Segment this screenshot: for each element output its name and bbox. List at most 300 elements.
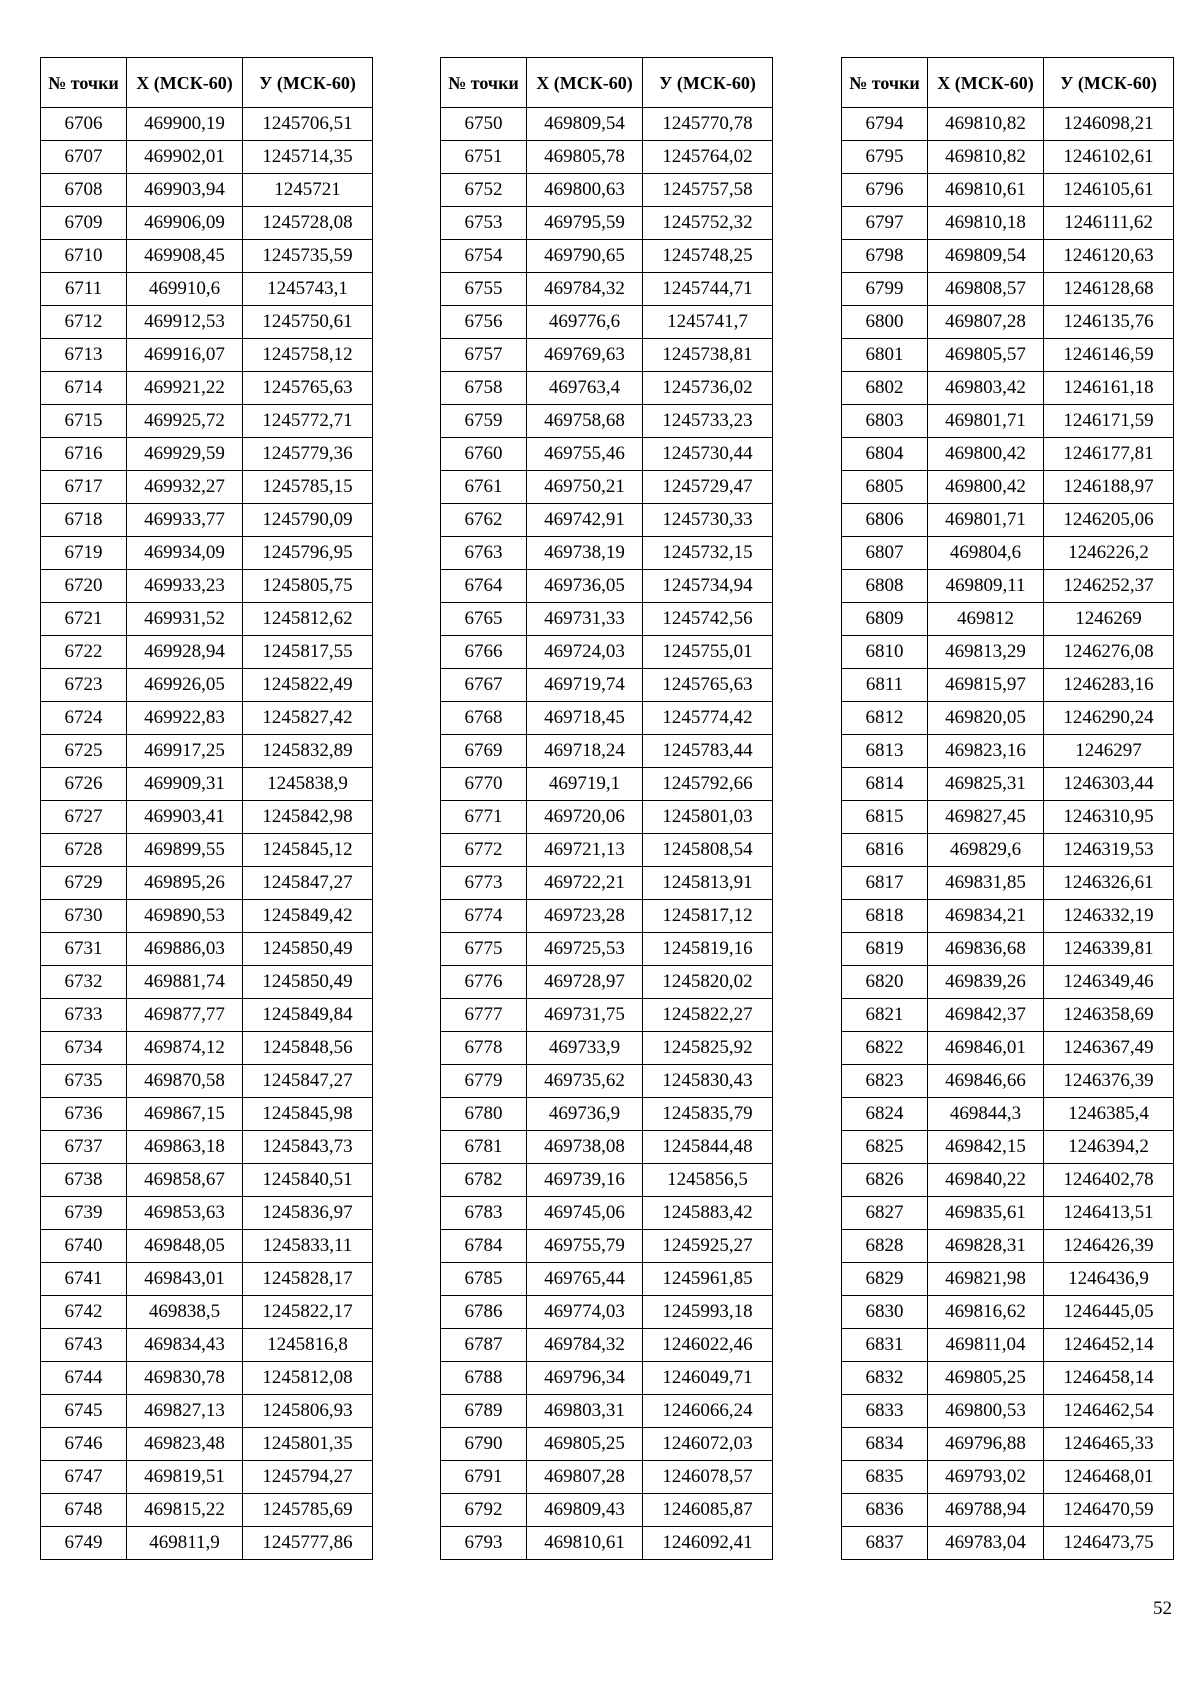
cell-point-number: 6760 [441, 438, 527, 471]
table-row [441, 141, 773, 174]
table-row [842, 1230, 1174, 1263]
cell-point-number: 6730 [41, 900, 127, 933]
cell-y-coordinate: 1246310,95 [1044, 801, 1174, 834]
cell-y-coordinate: 1246171,59 [1044, 405, 1174, 438]
cell-y-coordinate: 1246445,05 [1044, 1296, 1174, 1329]
cell-y-coordinate: 1245796,95 [243, 537, 373, 570]
cell-x-coordinate: 469784,32 [527, 273, 643, 306]
table-row [41, 933, 373, 966]
table-row [441, 669, 773, 702]
cell-x-coordinate: 469830,78 [127, 1362, 243, 1395]
table-row [441, 207, 773, 240]
cell-point-number: 6796 [842, 174, 928, 207]
cell-point-number: 6781 [441, 1131, 527, 1164]
header-x-coordinate: Х (МСК-60) [127, 58, 243, 108]
table-row [41, 405, 373, 438]
cell-point-number: 6786 [441, 1296, 527, 1329]
table-row [441, 1197, 773, 1230]
cell-x-coordinate: 469929,59 [127, 438, 243, 471]
cell-y-coordinate: 1245772,71 [243, 405, 373, 438]
cell-x-coordinate: 469890,53 [127, 900, 243, 933]
cell-y-coordinate: 1245925,27 [643, 1230, 773, 1263]
cell-point-number: 6742 [41, 1296, 127, 1329]
cell-point-number: 6802 [842, 372, 928, 405]
cell-y-coordinate: 1245842,98 [243, 801, 373, 834]
cell-x-coordinate: 469815,22 [127, 1494, 243, 1527]
cell-x-coordinate: 469926,05 [127, 669, 243, 702]
table-row [41, 768, 373, 801]
cell-x-coordinate: 469863,18 [127, 1131, 243, 1164]
cell-point-number: 6759 [441, 405, 527, 438]
table-row [842, 966, 1174, 999]
table-row [41, 966, 373, 999]
cell-x-coordinate: 469801,71 [928, 405, 1044, 438]
table-row [441, 834, 773, 867]
cell-point-number: 6757 [441, 339, 527, 372]
cell-x-coordinate: 469783,04 [928, 1527, 1044, 1560]
cell-point-number: 6782 [441, 1164, 527, 1197]
cell-y-coordinate: 1245733,23 [643, 405, 773, 438]
table-row [41, 669, 373, 702]
cell-point-number: 6791 [441, 1461, 527, 1494]
table-row [842, 372, 1174, 405]
cell-x-coordinate: 469807,28 [527, 1461, 643, 1494]
cell-x-coordinate: 469870,58 [127, 1065, 243, 1098]
cell-x-coordinate: 469834,43 [127, 1329, 243, 1362]
cell-y-coordinate: 1245993,18 [643, 1296, 773, 1329]
table-header-row [441, 58, 773, 108]
table-row [842, 1065, 1174, 1098]
cell-x-coordinate: 469912,53 [127, 306, 243, 339]
cell-x-coordinate: 469836,68 [928, 933, 1044, 966]
cell-point-number: 6729 [41, 867, 127, 900]
cell-y-coordinate: 1245752,32 [643, 207, 773, 240]
table-row [41, 306, 373, 339]
table-row [41, 834, 373, 867]
cell-x-coordinate: 469867,15 [127, 1098, 243, 1131]
cell-x-coordinate: 469828,31 [928, 1230, 1044, 1263]
cell-x-coordinate: 469755,46 [527, 438, 643, 471]
cell-y-coordinate: 1245729,47 [643, 471, 773, 504]
cell-point-number: 6836 [842, 1494, 928, 1527]
cell-point-number: 6817 [842, 867, 928, 900]
table-row [41, 1197, 373, 1230]
table-row [842, 702, 1174, 735]
cell-point-number: 6799 [842, 273, 928, 306]
cell-point-number: 6837 [842, 1527, 928, 1560]
table-row [41, 603, 373, 636]
table-body [842, 108, 1174, 1560]
cell-x-coordinate: 469902,01 [127, 141, 243, 174]
cell-y-coordinate: 1245822,27 [643, 999, 773, 1032]
cell-point-number: 6821 [842, 999, 928, 1032]
cell-y-coordinate: 1245850,49 [243, 933, 373, 966]
cell-point-number: 6826 [842, 1164, 928, 1197]
cell-point-number: 6805 [842, 471, 928, 504]
cell-y-coordinate: 1245730,33 [643, 504, 773, 537]
table-row [842, 537, 1174, 570]
cell-y-coordinate: 1245783,44 [643, 735, 773, 768]
cell-y-coordinate: 1246111,62 [1044, 207, 1174, 240]
table-row [441, 1395, 773, 1428]
table-row [41, 1296, 373, 1329]
cell-y-coordinate: 1245732,15 [643, 537, 773, 570]
cell-y-coordinate: 1246098,21 [1044, 108, 1174, 141]
cell-point-number: 6724 [41, 702, 127, 735]
cell-point-number: 6752 [441, 174, 527, 207]
table-row [41, 108, 373, 141]
header-point-number: № точки [41, 58, 127, 108]
table-row [41, 240, 373, 273]
coordinate-tables [40, 57, 1170, 1557]
table-row [842, 1527, 1174, 1560]
cell-y-coordinate: 1245817,55 [243, 636, 373, 669]
table-row [441, 1263, 773, 1296]
cell-x-coordinate: 469909,31 [127, 768, 243, 801]
cell-x-coordinate: 469809,11 [928, 570, 1044, 603]
table-row [842, 240, 1174, 273]
cell-point-number: 6825 [842, 1131, 928, 1164]
table-row [842, 1098, 1174, 1131]
table-row [441, 735, 773, 768]
table-row [41, 1329, 373, 1362]
cell-y-coordinate: 1245714,35 [243, 141, 373, 174]
cell-x-coordinate: 469933,77 [127, 504, 243, 537]
table-row [842, 900, 1174, 933]
cell-x-coordinate: 469803,42 [928, 372, 1044, 405]
cell-point-number: 6735 [41, 1065, 127, 1098]
cell-y-coordinate: 1246120,63 [1044, 240, 1174, 273]
cell-y-coordinate: 1246297 [1044, 735, 1174, 768]
cell-y-coordinate: 1246049,71 [643, 1362, 773, 1395]
cell-y-coordinate: 1246276,08 [1044, 636, 1174, 669]
cell-y-coordinate: 1246177,81 [1044, 438, 1174, 471]
cell-x-coordinate: 469842,15 [928, 1131, 1044, 1164]
table-row [41, 900, 373, 933]
cell-y-coordinate: 1246452,14 [1044, 1329, 1174, 1362]
table-row [441, 867, 773, 900]
table-row [441, 108, 773, 141]
cell-x-coordinate: 469776,6 [527, 306, 643, 339]
table-row [41, 1362, 373, 1395]
cell-y-coordinate: 1246269 [1044, 603, 1174, 636]
table-row [41, 438, 373, 471]
table-row [842, 570, 1174, 603]
cell-point-number: 6789 [441, 1395, 527, 1428]
cell-x-coordinate: 469858,67 [127, 1164, 243, 1197]
cell-point-number: 6767 [441, 669, 527, 702]
cell-x-coordinate: 469848,05 [127, 1230, 243, 1263]
table-row [441, 405, 773, 438]
table-row [842, 801, 1174, 834]
cell-x-coordinate: 469903,94 [127, 174, 243, 207]
cell-point-number: 6720 [41, 570, 127, 603]
cell-point-number: 6828 [842, 1230, 928, 1263]
cell-point-number: 6793 [441, 1527, 527, 1560]
table-row [41, 570, 373, 603]
table-row [41, 702, 373, 735]
cell-x-coordinate: 469719,74 [527, 669, 643, 702]
cell-point-number: 6827 [842, 1197, 928, 1230]
table-row [41, 471, 373, 504]
cell-point-number: 6797 [842, 207, 928, 240]
cell-x-coordinate: 469728,97 [527, 966, 643, 999]
cell-point-number: 6764 [441, 570, 527, 603]
cell-point-number: 6780 [441, 1098, 527, 1131]
cell-x-coordinate: 469881,74 [127, 966, 243, 999]
cell-x-coordinate: 469838,5 [127, 1296, 243, 1329]
cell-y-coordinate: 1246339,81 [1044, 933, 1174, 966]
cell-x-coordinate: 469805,25 [928, 1362, 1044, 1395]
cell-y-coordinate: 1245728,08 [243, 207, 373, 240]
cell-y-coordinate: 1246376,39 [1044, 1065, 1174, 1098]
cell-y-coordinate: 1245758,12 [243, 339, 373, 372]
cell-x-coordinate: 469931,52 [127, 603, 243, 636]
table-row [441, 636, 773, 669]
cell-point-number: 6814 [842, 768, 928, 801]
cell-x-coordinate: 469745,06 [527, 1197, 643, 1230]
cell-x-coordinate: 469877,77 [127, 999, 243, 1032]
cell-y-coordinate: 1246436,9 [1044, 1263, 1174, 1296]
cell-point-number: 6773 [441, 867, 527, 900]
cell-x-coordinate: 469810,61 [527, 1527, 643, 1560]
cell-x-coordinate: 469719,1 [527, 768, 643, 801]
table-row [41, 1395, 373, 1428]
cell-x-coordinate: 469796,34 [527, 1362, 643, 1395]
cell-x-coordinate: 469811,04 [928, 1329, 1044, 1362]
cell-y-coordinate: 1246303,44 [1044, 768, 1174, 801]
cell-y-coordinate: 1245830,43 [643, 1065, 773, 1098]
cell-y-coordinate: 1246468,01 [1044, 1461, 1174, 1494]
table-row [842, 306, 1174, 339]
table-row [441, 504, 773, 537]
cell-x-coordinate: 469917,25 [127, 735, 243, 768]
table-row [41, 141, 373, 174]
table-row [441, 537, 773, 570]
cell-y-coordinate: 1245845,98 [243, 1098, 373, 1131]
cell-x-coordinate: 469805,78 [527, 141, 643, 174]
cell-point-number: 6778 [441, 1032, 527, 1065]
table-row [842, 1329, 1174, 1362]
cell-y-coordinate: 1245801,35 [243, 1428, 373, 1461]
cell-point-number: 6751 [441, 141, 527, 174]
cell-x-coordinate: 469804,6 [928, 537, 1044, 570]
cell-x-coordinate: 469839,26 [928, 966, 1044, 999]
cell-y-coordinate: 1245828,17 [243, 1263, 373, 1296]
cell-y-coordinate: 1245838,9 [243, 768, 373, 801]
cell-x-coordinate: 469724,03 [527, 636, 643, 669]
table-row [441, 1065, 773, 1098]
cell-point-number: 6823 [842, 1065, 928, 1098]
table-row [842, 471, 1174, 504]
table-row [441, 1329, 773, 1362]
cell-x-coordinate: 469755,79 [527, 1230, 643, 1263]
cell-y-coordinate: 1245813,91 [643, 867, 773, 900]
cell-x-coordinate: 469829,6 [928, 834, 1044, 867]
cell-y-coordinate: 1245785,69 [243, 1494, 373, 1527]
cell-y-coordinate: 1245832,89 [243, 735, 373, 768]
cell-y-coordinate: 1245730,44 [643, 438, 773, 471]
table-row [41, 372, 373, 405]
table-row [842, 1494, 1174, 1527]
cell-y-coordinate: 1245820,02 [643, 966, 773, 999]
cell-x-coordinate: 469736,9 [527, 1098, 643, 1131]
cell-point-number: 6784 [441, 1230, 527, 1263]
table-row [441, 471, 773, 504]
table-row [842, 636, 1174, 669]
table-row [41, 735, 373, 768]
cell-y-coordinate: 1245774,42 [643, 702, 773, 735]
table-row [41, 636, 373, 669]
cell-x-coordinate: 469823,16 [928, 735, 1044, 768]
table-row [842, 735, 1174, 768]
cell-x-coordinate: 469735,62 [527, 1065, 643, 1098]
cell-y-coordinate: 1246283,16 [1044, 669, 1174, 702]
table-row [41, 1032, 373, 1065]
table-row [441, 273, 773, 306]
table-row [41, 207, 373, 240]
cell-x-coordinate: 469933,23 [127, 570, 243, 603]
table-row [441, 801, 773, 834]
cell-point-number: 6727 [41, 801, 127, 834]
cell-y-coordinate: 1245736,02 [643, 372, 773, 405]
cell-point-number: 6820 [842, 966, 928, 999]
cell-x-coordinate: 469874,12 [127, 1032, 243, 1065]
table-row [842, 504, 1174, 537]
cell-x-coordinate: 469810,61 [928, 174, 1044, 207]
table-row [441, 1230, 773, 1263]
cell-y-coordinate: 1246128,68 [1044, 273, 1174, 306]
cell-y-coordinate: 1245833,11 [243, 1230, 373, 1263]
cell-point-number: 6818 [842, 900, 928, 933]
cell-x-coordinate: 469916,07 [127, 339, 243, 372]
cell-point-number: 6761 [441, 471, 527, 504]
cell-x-coordinate: 469809,43 [527, 1494, 643, 1527]
cell-x-coordinate: 469742,91 [527, 504, 643, 537]
cell-point-number: 6809 [842, 603, 928, 636]
cell-y-coordinate: 1246394,2 [1044, 1131, 1174, 1164]
cell-point-number: 6748 [41, 1494, 127, 1527]
cell-y-coordinate: 1245735,59 [243, 240, 373, 273]
table-row [41, 867, 373, 900]
cell-x-coordinate: 469842,37 [928, 999, 1044, 1032]
table-row [842, 867, 1174, 900]
table-row [41, 1428, 373, 1461]
cell-point-number: 6713 [41, 339, 127, 372]
cell-point-number: 6706 [41, 108, 127, 141]
cell-point-number: 6739 [41, 1197, 127, 1230]
table-row [441, 933, 773, 966]
table-header-row [41, 58, 373, 108]
cell-point-number: 6741 [41, 1263, 127, 1296]
cell-point-number: 6779 [441, 1065, 527, 1098]
table-row [842, 1164, 1174, 1197]
cell-x-coordinate: 469843,01 [127, 1263, 243, 1296]
cell-point-number: 6790 [441, 1428, 527, 1461]
coordinate-table-3 [841, 57, 1174, 1560]
cell-point-number: 6716 [41, 438, 127, 471]
cell-y-coordinate: 1246161,18 [1044, 372, 1174, 405]
cell-y-coordinate: 1245844,48 [643, 1131, 773, 1164]
table-row [41, 999, 373, 1032]
cell-y-coordinate: 1245742,56 [643, 603, 773, 636]
cell-x-coordinate: 469853,63 [127, 1197, 243, 1230]
cell-y-coordinate: 1246226,2 [1044, 537, 1174, 570]
cell-x-coordinate: 469738,19 [527, 537, 643, 570]
table-row [842, 405, 1174, 438]
coordinate-table-2 [440, 57, 773, 1560]
cell-x-coordinate: 469721,13 [527, 834, 643, 867]
table-row [41, 801, 373, 834]
cell-y-coordinate: 1245706,51 [243, 108, 373, 141]
cell-x-coordinate: 469736,05 [527, 570, 643, 603]
cell-y-coordinate: 1245822,17 [243, 1296, 373, 1329]
cell-x-coordinate: 469731,33 [527, 603, 643, 636]
cell-y-coordinate: 1246358,69 [1044, 999, 1174, 1032]
cell-y-coordinate: 1246022,46 [643, 1329, 773, 1362]
cell-y-coordinate: 1245819,16 [643, 933, 773, 966]
cell-y-coordinate: 1246205,06 [1044, 504, 1174, 537]
cell-x-coordinate: 469834,21 [928, 900, 1044, 933]
table-row [842, 669, 1174, 702]
cell-point-number: 6740 [41, 1230, 127, 1263]
cell-point-number: 6801 [842, 339, 928, 372]
cell-y-coordinate: 1245734,94 [643, 570, 773, 603]
table-row [842, 438, 1174, 471]
header-y-coordinate: У (МСК-60) [643, 58, 773, 108]
table-row [41, 537, 373, 570]
cell-y-coordinate: 1245755,01 [643, 636, 773, 669]
cell-point-number: 6785 [441, 1263, 527, 1296]
cell-y-coordinate: 1245744,71 [643, 273, 773, 306]
cell-point-number: 6725 [41, 735, 127, 768]
cell-x-coordinate: 469922,83 [127, 702, 243, 735]
cell-y-coordinate: 1246066,24 [643, 1395, 773, 1428]
cell-y-coordinate: 1246188,97 [1044, 471, 1174, 504]
cell-x-coordinate: 469910,6 [127, 273, 243, 306]
cell-point-number: 6792 [441, 1494, 527, 1527]
cell-point-number: 6708 [41, 174, 127, 207]
cell-point-number: 6746 [41, 1428, 127, 1461]
header-x-coordinate: Х (МСК-60) [928, 58, 1044, 108]
table-row [842, 834, 1174, 867]
cell-point-number: 6772 [441, 834, 527, 867]
table-row [842, 1263, 1174, 1296]
cell-y-coordinate: 1246458,14 [1044, 1362, 1174, 1395]
cell-y-coordinate: 1245792,66 [643, 768, 773, 801]
table-row [41, 1527, 373, 1560]
table-row [842, 1428, 1174, 1461]
cell-point-number: 6709 [41, 207, 127, 240]
table-row [842, 339, 1174, 372]
cell-y-coordinate: 1246146,59 [1044, 339, 1174, 372]
cell-y-coordinate: 1245843,73 [243, 1131, 373, 1164]
table-row [441, 1428, 773, 1461]
cell-point-number: 6733 [41, 999, 127, 1032]
cell-x-coordinate: 469815,97 [928, 669, 1044, 702]
cell-y-coordinate: 1245806,93 [243, 1395, 373, 1428]
cell-x-coordinate: 469819,51 [127, 1461, 243, 1494]
cell-point-number: 6777 [441, 999, 527, 1032]
cell-point-number: 6707 [41, 141, 127, 174]
cell-x-coordinate: 469906,09 [127, 207, 243, 240]
table-row [441, 768, 773, 801]
cell-y-coordinate: 1245850,49 [243, 966, 373, 999]
cell-x-coordinate: 469813,29 [928, 636, 1044, 669]
cell-y-coordinate: 1246473,75 [1044, 1527, 1174, 1560]
cell-point-number: 6758 [441, 372, 527, 405]
cell-x-coordinate: 469800,42 [928, 471, 1044, 504]
